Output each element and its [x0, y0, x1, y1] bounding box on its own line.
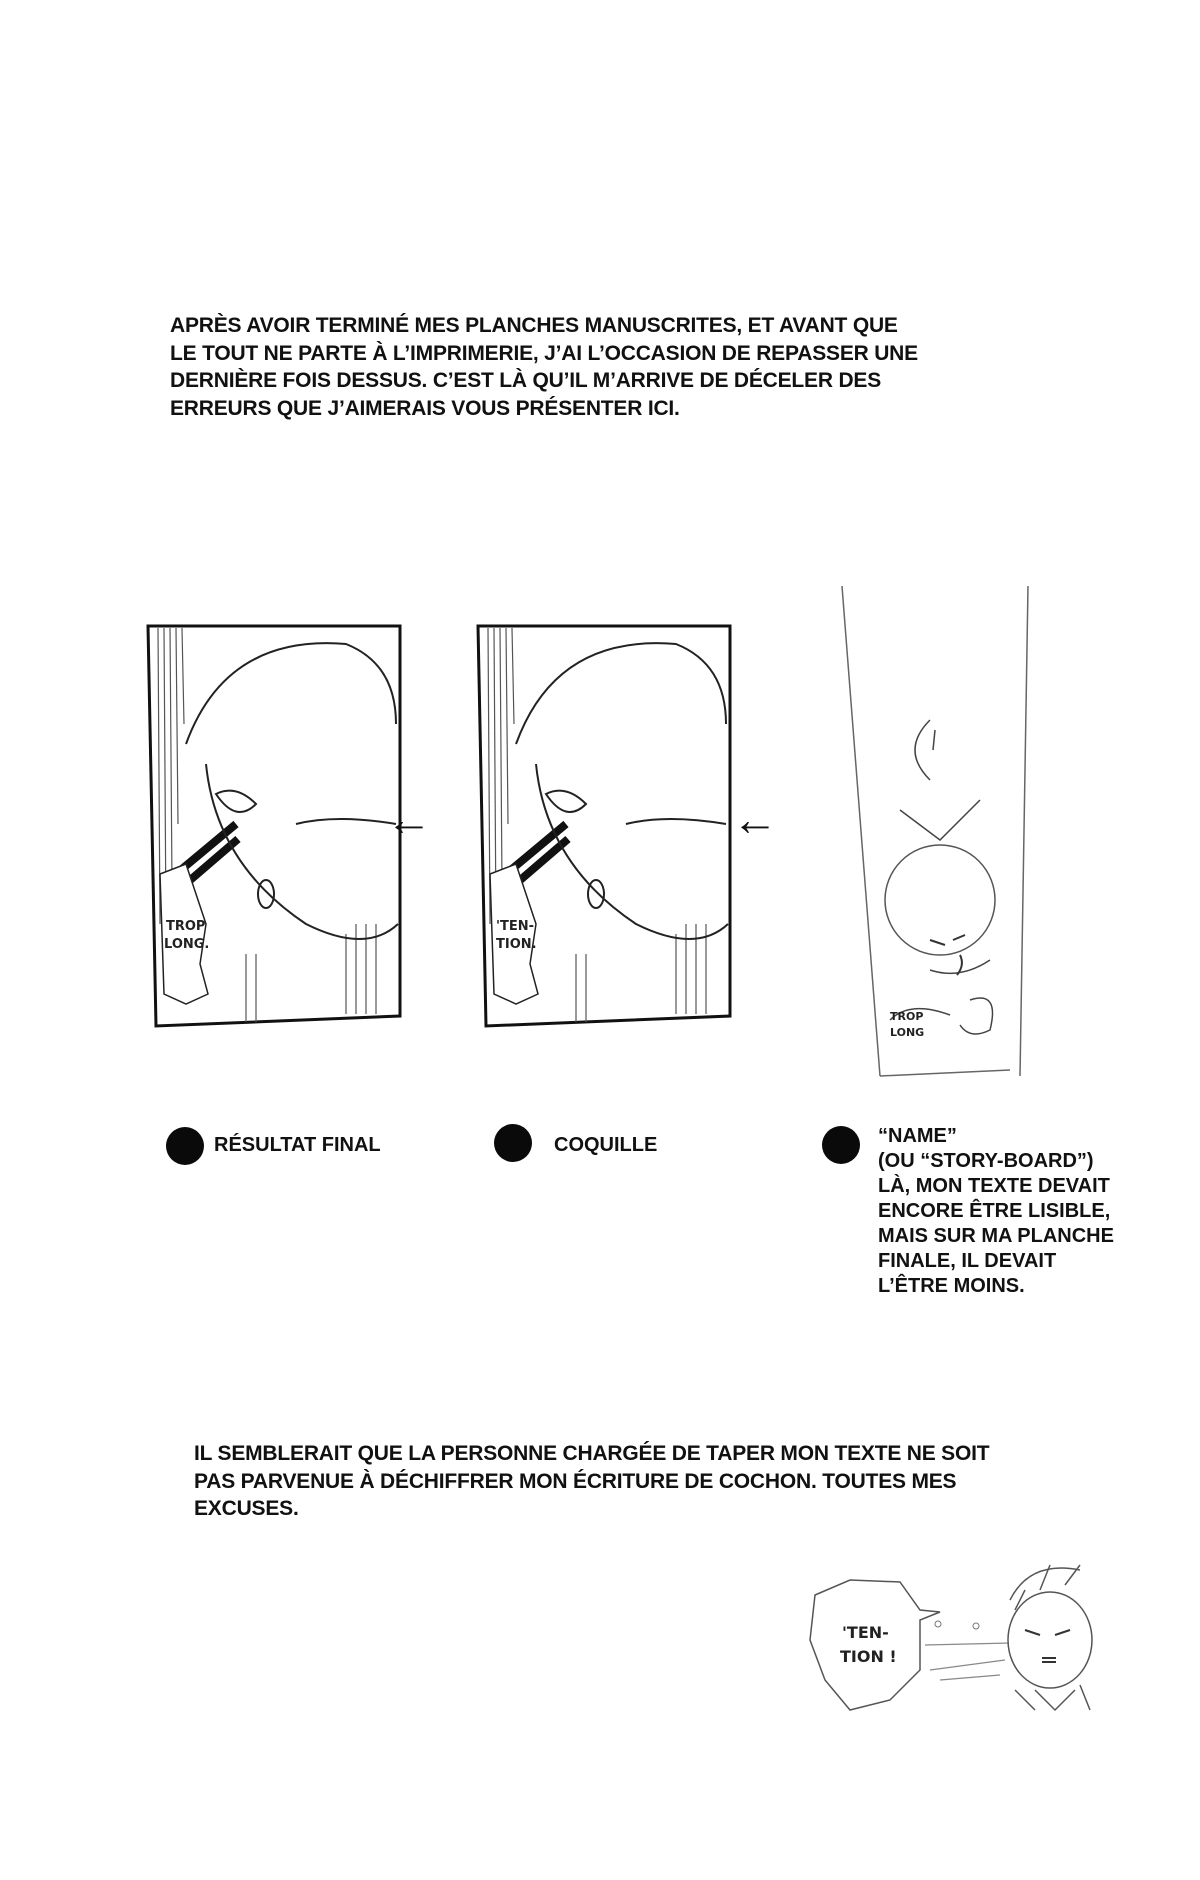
final-result-panel: [146, 624, 406, 1030]
caption-line: (OU “STORY-BOARD”): [878, 1150, 1094, 1172]
bullet-icon: [822, 1126, 860, 1164]
intro-line: LE TOUT NE PARTE À L’IMPRIMERIE, J’AI L’OCCASION DE REPASSER UNE: [170, 341, 918, 365]
intro-paragraph: [170, 312, 918, 422]
caption-line: LÀ, MON TEXTE DEVAIT: [878, 1175, 1110, 1197]
outro-paragraph: [194, 1440, 989, 1523]
intro-line: ERREURS QUE J’AIMERAIS VOUS PRÉSENTER ICI.: [170, 396, 680, 420]
bubble-line: TROP: [890, 1010, 924, 1023]
bullet-icon: [166, 1127, 204, 1165]
author-doodle: [780, 1540, 1100, 1720]
bubble-line: LONG: [890, 1026, 925, 1039]
bubble-line: TION.: [496, 937, 537, 952]
caption-line: FINALE, IL DEVAIT: [878, 1250, 1057, 1272]
bullet-icon: [494, 1124, 532, 1162]
caption-final-result: RÉSULTAT FINAL: [214, 1134, 381, 1156]
outro-line: IL SEMBLERAIT QUE LA PERSONNE CHARGÉE DE TAPER MON TEXTE NE SOIT: [194, 1442, 990, 1465]
bubble-line: LONG.: [164, 937, 210, 952]
caption-line: ENCORE ÊTRE LISIBLE,: [878, 1200, 1111, 1222]
bubble-line: 'TEN-: [842, 1623, 889, 1642]
caption-name: [878, 1124, 1114, 1299]
typo-panel: [476, 624, 736, 1030]
caption-typo: COQUILLE: [554, 1134, 658, 1156]
bubble-line: TROP: [166, 919, 206, 934]
intro-line: APRÈS AVOIR TERMINÉ MES PLANCHES MANUSCRITES, ET AVANT QUE: [170, 314, 898, 337]
caption-line: “NAME”: [878, 1125, 957, 1147]
left-arrow-icon: ←: [386, 793, 432, 845]
bubble-line: TION !: [840, 1647, 897, 1666]
storyboard-sketch: [820, 580, 1040, 1084]
left-arrow-icon: ←: [732, 793, 778, 845]
intro-line: DERNIÈRE FOIS DESSUS. C’EST LÀ QU’IL M’ARRIVE DE DÉCELER DES: [170, 369, 882, 392]
caption-line: MAIS SUR MA PLANCHE: [878, 1225, 1114, 1247]
caption-line: L’ÊTRE MOINS.: [878, 1275, 1025, 1297]
bubble-line: 'TEN-: [496, 919, 535, 934]
outro-line: PAS PARVENUE À DÉCHIFFRER MON ÉCRITURE DE COCHON. TOUTES MES: [194, 1469, 957, 1493]
outro-line: EXCUSES.: [194, 1497, 299, 1520]
